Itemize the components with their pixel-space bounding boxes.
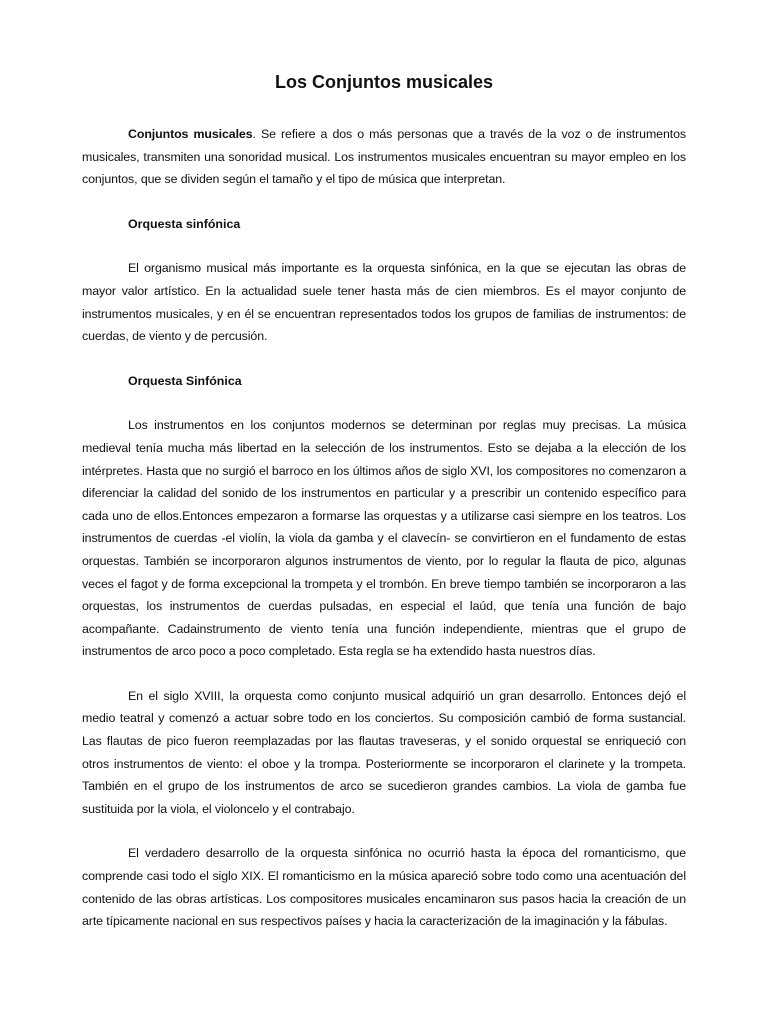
spacer xyxy=(82,348,686,370)
paragraph-2: Los instrumentos en los conjuntos modernos se determinan por reglas muy precisas. La música medieval tenía mucha más libertad en la selección de los instrumentos. Esto se dejaba a la elección de los intérpretes. Hasta que no surgió el barroco en los últimos años de siglo XVI, los compositores no comenzaron a diferenciar la calidad del sonido de los instrumentos en particular y a prescribir un contenido específico para cada uno de ellos.Entonces empezaron a formarse las orquestas y a utilizarse casi siempre en los teatros. Los instrumentos de cuerdas -el violín, la viola da gamba y el clavecín- se convirtieron en el fundamento de estas orquestas. También se incorporaron algunos instrumentos de viento, por lo regular la flauta de pico, algunas veces el fagot y de forma excepcional la trompeta y el trombón. En breve tiempo también se incorporaron a las orquestas, los instrumentos de cuerdas pulsadas, en especial el laúd, que tenía una función de bajo acompañante. Cadainstrumento de viento tenía una función independiente, mientras que el grupo de instrumentos de arco poco a poco completado. Esta regla se ha extendido hasta nuestros días. xyxy=(82,418,686,659)
spacer xyxy=(82,191,686,213)
section-heading-2: Orquesta Sinfónica xyxy=(128,373,242,388)
section-heading-1: Orquesta sinfónica xyxy=(128,216,241,231)
paragraph-3: En el siglo XVIII, la orquesta como conjunto musical adquirió un gran desarrollo. Entonces dejó el medio teatral y comenzó a actuar sobre todo en los conciertos. Su composición cambió de forma sustancial. Las flautas de pico fueron reemplazadas por las flautas traveseras, y el sonido orquestal se enriqueció con otros instrumentos de viento: el oboe y la trompa. Posteriormente se incorporaron el clarinete y la trompeta. También en el grupo de los instrumentos de arco se sucedieron grandes cambios. La viola de gamba fue sustituida por la viola, el violoncelo y el contrabajo. xyxy=(82,688,686,816)
paragraph-4: El verdadero desarrollo de la orquesta sinfónica no ocurrió hasta la época del romanticismo, que comprende casi todo el siglo XIX. El romanticismo en la música apareció sobre todo como una acentuación del contenido de las obras artísticas. Los compositores musicales encaminaron sus pasos hacia la creación de un arte típicamente nacional en sus respectivos países y hacia la caracterización de la imaginación y la fábulas. xyxy=(82,846,686,929)
spacer xyxy=(82,392,686,414)
intro-paragraph xyxy=(82,123,686,191)
intro-text: . Se refiere a dos o más personas que a través de la voz o de instrumentos musicales, transmiten una sonoridad musical. Los instrumentos musicales encuentran su mayor empleo en los conjuntos, que se dividen según el tamaño y el tipo de música que interpretan. xyxy=(82,127,686,187)
paragraph-1: El organismo musical más importante es la orquesta sinfónica, en la que se ejecutan las obras de mayor valor artístico. En la actualidad suele tener hasta más de cien miembros. Es el mayor conjunto de instrumentos musicales, y en él se encuentran representados todos los grupos de familias de instrumentos: de cuerdas, de viento y de percusión. xyxy=(82,261,686,344)
intro-term: Conjuntos musicales xyxy=(128,127,253,141)
spacer xyxy=(82,235,686,257)
spacer xyxy=(82,96,686,123)
spacer xyxy=(82,820,686,842)
document-title: Los Conjuntos musicales xyxy=(274,72,494,92)
spacer xyxy=(82,663,686,685)
